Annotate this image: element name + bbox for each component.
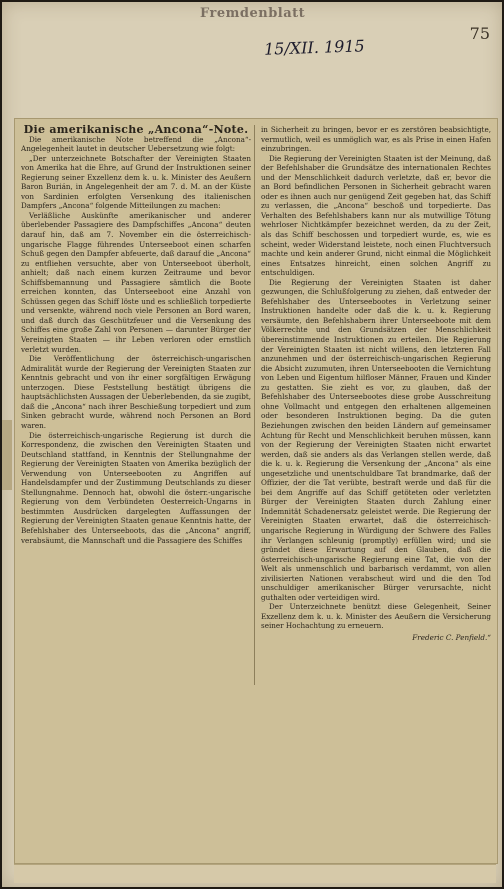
article-paragraph: Verläßliche Auskünfte amerikanischer und anderer überlebender Passagiere des Dampfschiffes „Ancona“ deuten darauf hin, daß am 7. November ein die österreichisch-ungarische Flagge führendes Unterseeboot einen scharfen Schuß gegen den Dampfer abfeuerte, daß darauf die „Ancona“ zu entfliehen versuchte, aber von Unterseeboot überholt, anhielt; daß nach einem kurzen Zeitraume und bevor Schiffsbemannung und Passagiere sämtlich die Boote erreichen konnten, das Unterseeboot eine Anzahl von Schüssen gegen das Schiff löste und es schließlich torpedierte und versenkte, während noch viele Personen an Bord waren, und daß durch das Geschützfeuer und die Versenkung des Schiffes eine große Zahl von Personen — darunter Bürger der Vereinigten Staaten — ihr Leben verloren oder ernstlich verletzt wurden. xyxy=(21,210,251,354)
article-title: Die amerikanische „Ancona“-Note. xyxy=(23,125,249,136)
newspaper-stamp: Fremdenblatt xyxy=(200,6,306,21)
column-divider xyxy=(254,125,255,685)
signature: Frederic C. Penfield.“ xyxy=(412,632,491,642)
article-column-right xyxy=(261,125,491,861)
article-paragraph: Die Veröffentlichung der österreichisch-ungarischen Admiralität wurde der Regierung der Vereinigten Staaten zur Kenntnis gebracht und von ihr einer sorgfältigen Erwägung unterzogen. Diese Feststellung bestätigt übrigens die hauptsächlichsten Aussagen der Ueberlebenden, da sie zugibt, daß die „Ancona“ nach ihrer Beschießung torpediert und zum Sinken gebracht wurde, während noch Personen an Bord waren. xyxy=(21,354,251,430)
handwritten-date: 15/XII. 1915 xyxy=(263,36,365,59)
archive-page xyxy=(2,2,502,887)
article-paragraph: Die amerikanische Note betreffend die „Ancona“-Angelegenheit lautet in deutscher Uebersetzung wie folgt: xyxy=(21,134,251,154)
article-paragraph: Die Regierung der Vereinigten Staaten ist daher gezwungen, die Schlußfolgerung zu ziehen, daß entweder der Befehlshaber des Unterseebootes in Verletzung seiner Instruktionen handelte oder daß die k. u. k. Regierung versäumte, den Befehlshabern ihrer Unterseeboote mit dem Völkerrechte und den Grundsätzen der Menschlichkeit übereinstimmende Instruktionen zu erteilen. Die Regierung der Vereinigten Staaten ist nicht willens, den letzteren Fall anzunehmen und der österreichisch-ungarischen Regierung die Absicht zuzumuten, ihren Unterseebooten die Vernichtung von Leben und Eigentum hilfloser Männer, Frauen und Kinder zu gestatten. Sie zieht es vor, zu glauben, daß der Befehlshaber des Unterseebootes diese grobe Ausschreitung ohne Vollmacht und entgegen den erhaltenen allgemeinen oder besonderen Instruktionen beging. Da die guten Beziehungen zwischen den beiden Ländern auf gemeinsamer Achtung für Recht und Menschlichkeit beruhen müssen, kann von der Regierung der Vereinigten Staaten nicht erwartet werden, daß sie anders als das Verlangen stellen werde, daß die k. u. k. Regierung die Versenkung der „Ancona“ als eine ungesetzliche und unentschuldbare Tat brandmarke, daß der Offizier, der die Tat verübte, bestraft werde und daß für die bei dem Angriffe auf das Schiff getöteten oder verletzten Bürger der Vereinigten Staaten durch Zahlung einer Indemnität Schadenersatz geleistet werde. Die Regierung der Vereinigten Staaten erwartet, daß die österreichisch-ungarische Regierung in Würdigung der Schwere des Falles ihr Verlangen schleunig (promptly) erfüllen wird; und sie gründet diese Erwartung auf den Glauben, daß die österreichisch-ungarische Regierung eine Tat, die von der Welt als unmenschlich und barbarisch verdammt, von allen zivilisierten Nationen verabscheut wird und die den Tod unschuldiger amerikanischer Bürger verursachte, nicht guthalten oder verteidigen wird. xyxy=(261,277,491,602)
paper-tab xyxy=(2,420,12,490)
article-paragraph: Die Regierung der Vereinigten Staaten ist der Meinung, daß der Befehlshaber die Grundsätze des internationalen Rechtes und der Menschlichkeit dadurch verletzte, daß er, bevor die an Bord befindlichen Personen in Sicherheit gebracht waren oder es ihnen auch nur genügend Zeit gegeben hat, das Schiff zu verlassen, die „Ancona“ beschoß und torpedierte. Das Verhalten des Befehlshabers kann nur als mutwillige Tötung wehrloser Nichtkämpfer bezeichnet werden, da zu der Zeit, als das Schiff beschossen und torpediert wurde, es, wie es scheint, weder Widerstand leistete, noch einen Fluchtversuch machte und kein anderer Grund, nicht einmal die Möglichkeit eines Entsatzes hinreicht, einen solchen Angriff zu entschuldigen. xyxy=(261,153,491,278)
article-paragraph: „Der unterzeichnete Botschafter der Vereinigten Staaten von Amerika hat die Ehre, auf Grund der Instruktionen seiner Regierung seiner Exzellenz dem k. u. k. Minister des Aeußern Baron Burián, in Angelegenheit der am 7. d. M. an der Küste von Sardinien erfolgten Versenkung des italienischen Dampfers „Ancona“ folgende Mitteilungen zu machen: xyxy=(21,153,251,211)
page-number: 75 xyxy=(469,24,490,43)
article-column-left xyxy=(21,125,251,861)
article-paragraph: in Sicherheit zu bringen, bevor er es zerstören beabsichtigte, vermutlich, weil es unmöglich war, es als Prise in einen Hafen einzubringen. xyxy=(261,125,491,154)
newspaper-clipping xyxy=(14,118,498,864)
article-paragraph: Die österreichisch-ungarische Regierung ist durch die Korrespondenz, die zwischen den Vereinigten Staaten und Deutschland stattfand, in Kenntnis der Stellungnahme der Regierung der Vereinigten Staaten von Amerika bezüglich der Verwendung von Unterseebooten zu Angriffen auf Handelsdampfer und der Zustimmung Deutschlands zu dieser Stellungnahme. Dennoch hat, obwohl die österr.-ungarische Regierung von dem Verbündeten Oesterreich-Ungarns in bestimmten Ausdrücken dargelegten Auffassungen der Regierung der Vereinigten Staaten genaue Kenntnis hatte, der Befehlshaber des Unterseeboots, das die „Ancona“ angriff, verabsäumt, die Mannschaft und die Passagiere des Schiffes xyxy=(21,430,251,545)
article-paragraph: Der Unterzeichnete benützt diese Gelegenheit, Seiner Exzellenz dem k. u. k. Minister des Aeußern die Versicherung seiner Hochachtung zu erneuern. xyxy=(261,602,491,631)
paper-strip xyxy=(14,864,496,883)
